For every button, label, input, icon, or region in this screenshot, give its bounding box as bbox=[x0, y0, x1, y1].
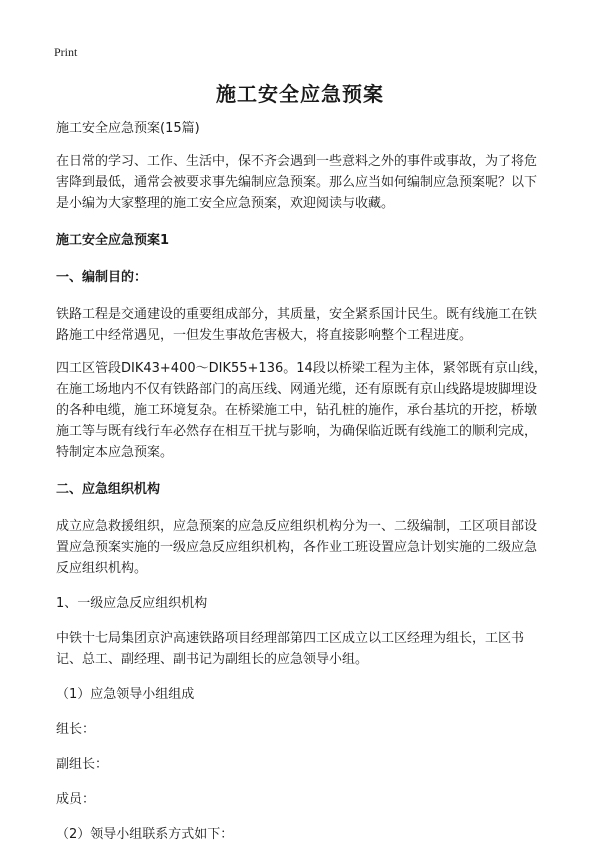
paragraph-organization-2: 中铁十七局集团京沪高速铁路项目经理部第四工区成立以工区经理为组长，工区书记、总工、副经理、副书记为副组长的应急领导小组。 bbox=[56, 631, 525, 667]
contact-info-item: （2）领导小组联系方式如下： bbox=[56, 827, 234, 842]
heading-organization: 二、应急组织机构 bbox=[56, 482, 161, 497]
paragraph-purpose-1: 铁路工程是交通建设的重要组成部分，其质量，安全紧系国计民生。既有线施工在铁路施工中经常遇见，一但发生事故危害极大，将直接影响整个工程进度。 bbox=[56, 307, 538, 343]
leader-field: 组长： bbox=[56, 722, 96, 737]
team-composition-item: （1）应急领导小组组成 bbox=[56, 687, 195, 702]
subheading-level-one: 1、一级应急反应组织机构 bbox=[56, 596, 208, 611]
document-body bbox=[56, 118, 548, 845]
heading-purpose: 一、编制目的： bbox=[56, 270, 148, 285]
paragraph-purpose-2: 四工区管段DIK43+400～DIK55+136。14段以桥梁工程为主体，紧邻既有京山线，在施工场地内不仅有铁路部门的高压线、网通光缆，还有原既有京山线路堤坡脚埋设的各种电缆，施工环境复杂。在桥梁施工中，钻孔桩的施作，承台基坑的开挖，桥墩施工等与既有线行车必然存在相互干扰与影响，为确保临近既有线施工的顺利完成，特制定本应急预案。 bbox=[56, 361, 547, 460]
intro-paragraph: 在日常的学习、工作、生活中，保不齐会遇到一些意料之外的事件或事故，为了将危害降到最低，通常会被要求事先编制应急预案。那么应当如何编制应急预案呢？以下是小编为大家整理的施工安全应急预案，欢迎阅读与收藏。 bbox=[56, 154, 538, 211]
page-title: 施工安全应急预案 bbox=[216, 82, 384, 106]
paragraph-organization-1: 成立应急救援组织，应急预案的应急反应组织机构分为一、二级编制，工区项目部设置应急预案实施的一级应急反应组织机构，各作业工班设置应急计划实施的二级应急反应组织机构。 bbox=[56, 519, 538, 576]
deputy-leader-field: 副组长： bbox=[56, 757, 109, 772]
document-subtitle: 施工安全应急预案(15篇) bbox=[56, 121, 200, 136]
print-label: Print bbox=[54, 45, 78, 59]
section-heading-plan1: 施工安全应急预案1 bbox=[56, 233, 170, 248]
members-field: 成员： bbox=[56, 792, 96, 807]
